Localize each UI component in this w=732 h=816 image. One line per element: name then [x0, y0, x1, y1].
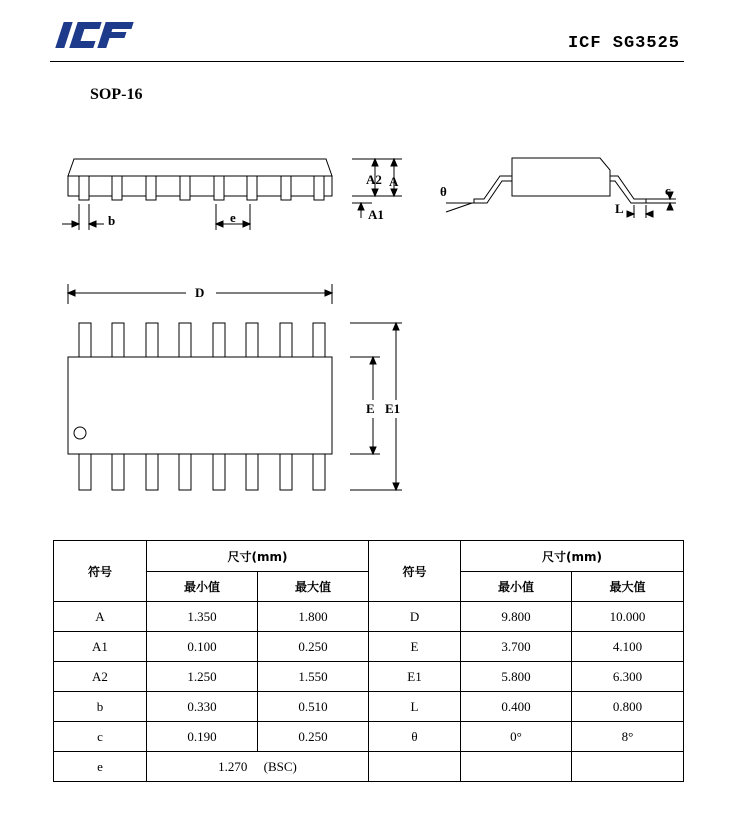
- end-view: [446, 158, 676, 218]
- label-a1: A1: [368, 207, 384, 222]
- cell-min: 1.250: [147, 662, 258, 692]
- cell-min: 0°: [461, 722, 572, 752]
- cell-empty: [572, 752, 684, 782]
- label-c: c: [665, 183, 671, 198]
- cell-symbol: L: [369, 692, 461, 722]
- label-e1: E1: [385, 401, 401, 416]
- cell-symbol: A: [54, 602, 147, 632]
- cell-symbol: E1: [369, 662, 461, 692]
- cell-min: 0.100: [147, 632, 258, 662]
- max-header: 最大值: [258, 572, 369, 602]
- cell-symbol: e: [54, 752, 147, 782]
- dimension-header: 尺寸(mm): [147, 541, 369, 572]
- cell-max: 1.550: [258, 662, 369, 692]
- cell-min: 9.800: [461, 602, 572, 632]
- cell-max: 0.250: [258, 722, 369, 752]
- cell-max: 4.100: [572, 632, 684, 662]
- document-title: ICF SG3525: [567, 34, 680, 53]
- cell-symbol: b: [54, 692, 147, 722]
- label-b: b: [108, 213, 116, 228]
- label-e: e: [230, 210, 236, 225]
- label-d: D: [195, 285, 205, 300]
- package-name: SOP-16: [90, 86, 143, 103]
- cell-max: 10.000: [572, 602, 684, 632]
- cell-symbol: A1: [54, 632, 147, 662]
- label-l: L: [615, 201, 624, 216]
- cell-min: 1.350: [147, 602, 258, 632]
- cell-symbol: E: [369, 632, 461, 662]
- table-row: [54, 662, 684, 692]
- label-a: A: [389, 174, 399, 189]
- cell-symbol: D: [369, 602, 461, 632]
- min-header: 最小值: [461, 572, 572, 602]
- symbol-header: 符号: [54, 541, 147, 602]
- label-a2: A2: [366, 172, 382, 187]
- max-header: 最大值: [572, 572, 684, 602]
- dimension-table: [53, 540, 684, 782]
- min-header: 最小值: [147, 572, 258, 602]
- table-row: [54, 752, 684, 782]
- cell-max: 6.300: [572, 662, 684, 692]
- table-row: [54, 722, 684, 752]
- dimension-header: 尺寸(mm): [461, 541, 684, 572]
- table-row: [54, 602, 684, 632]
- top-view: [68, 284, 402, 490]
- cell-min: 5.800: [461, 662, 572, 692]
- cell-symbol: c: [54, 722, 147, 752]
- cell-max: 0.250: [258, 632, 369, 662]
- cell-min: 0.330: [147, 692, 258, 722]
- cell-symbol: θ: [369, 722, 461, 752]
- table-row: [54, 692, 684, 722]
- table-row: [54, 632, 684, 662]
- cell-min: 0.190: [147, 722, 258, 752]
- symbol-header: 符号: [369, 541, 461, 602]
- label-theta: θ: [440, 184, 447, 199]
- cell-empty: [369, 752, 461, 782]
- label-e-width: E: [366, 401, 375, 416]
- e-value: 1.270: [218, 758, 248, 774]
- cell-max: 8°: [572, 722, 684, 752]
- cell-symbol: A2: [54, 662, 147, 692]
- cell-min: 3.700: [461, 632, 572, 662]
- cell-empty: [461, 752, 572, 782]
- cell-max: 0.510: [258, 692, 369, 722]
- e-note: (BSC): [263, 758, 297, 774]
- cell-min: 0.400: [461, 692, 572, 722]
- cell-e-value: [147, 752, 369, 782]
- cell-max: 0.800: [572, 692, 684, 722]
- cell-max: 1.800: [258, 602, 369, 632]
